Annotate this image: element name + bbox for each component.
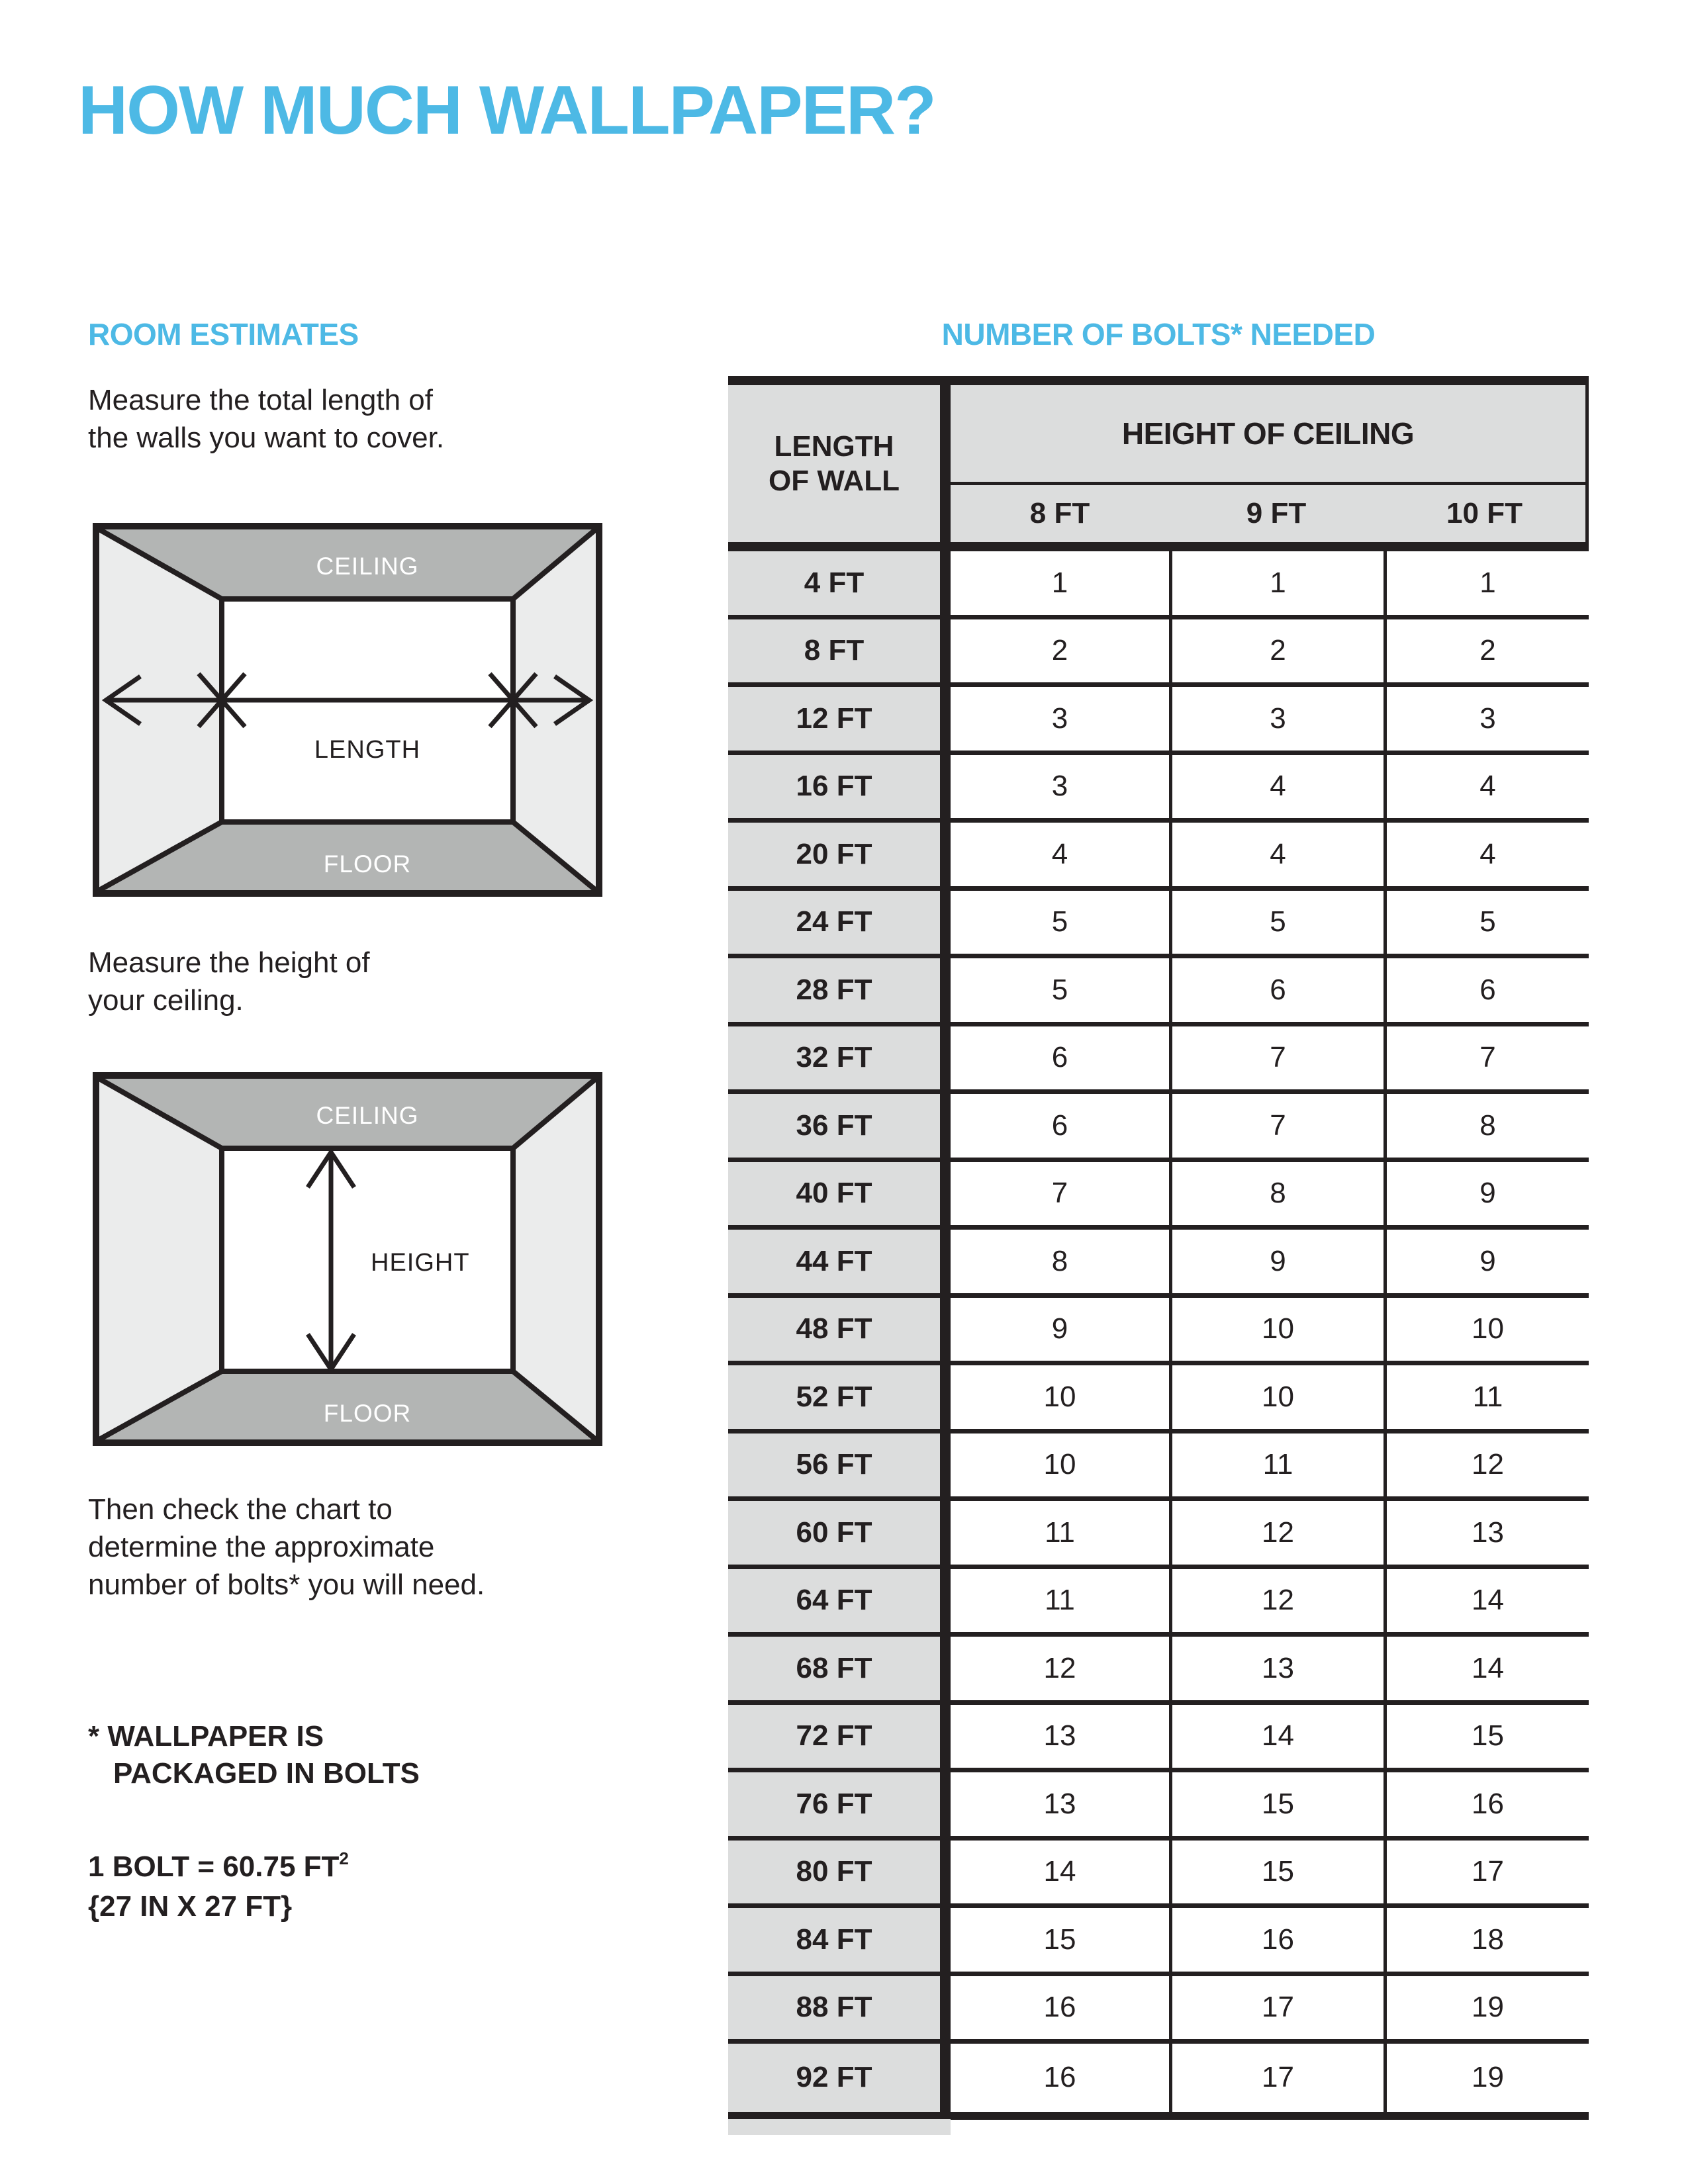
bolt-count-cell: 15 bbox=[1383, 1705, 1589, 1768]
bolt-count-cell: 4 bbox=[1383, 823, 1589, 886]
table-row bbox=[728, 687, 1589, 755]
bolt-count-cell: 19 bbox=[1383, 1976, 1589, 2040]
instruction-step-3-line-3: number of bolts* you will need. bbox=[88, 1569, 485, 1601]
bolt-spec-size-text: 1 BOLT = 60.75 FT bbox=[88, 1850, 340, 1883]
bolt-count-cell: 16 bbox=[951, 2044, 1169, 2112]
bolts-footnote bbox=[88, 1718, 420, 1792]
bolt-count-cell: 10 bbox=[1169, 1298, 1383, 1361]
table-body bbox=[728, 551, 1589, 2120]
bolt-count-cell: 6 bbox=[1169, 958, 1383, 1022]
bolts-footnote-line-2: PACKAGED IN BOLTS bbox=[113, 1757, 420, 1790]
row-length-label: 92 FT bbox=[728, 2044, 940, 2112]
bolt-count-cell: 11 bbox=[1169, 1433, 1383, 1497]
row-length-label: 28 FT bbox=[728, 958, 940, 1022]
table-column-divider bbox=[940, 385, 951, 2119]
table-row bbox=[728, 1230, 1589, 1298]
height-label: HEIGHT bbox=[371, 1249, 470, 1277]
row-length-label: 76 FT bbox=[728, 1772, 940, 1836]
bolt-spec-dimensions: {27 IN X 27 FT} bbox=[88, 1890, 293, 1923]
bolt-count-cell: 9 bbox=[1169, 1230, 1383, 1293]
room-height-diagram bbox=[93, 1072, 602, 1446]
table-heading-number-of-bolts: NUMBER OF BOLTS* NEEDED bbox=[941, 317, 1376, 351]
bolt-count-cell: 12 bbox=[951, 1637, 1169, 1700]
bolt-count-cell: 14 bbox=[1169, 1705, 1383, 1768]
instruction-step-2 bbox=[88, 944, 370, 1019]
bolt-count-cell: 17 bbox=[1383, 1841, 1589, 1904]
row-length-label: 80 FT bbox=[728, 1841, 940, 1904]
bolt-count-cell: 8 bbox=[1383, 1094, 1589, 1158]
row-length-label: 88 FT bbox=[728, 1976, 940, 2040]
bolt-count-cell: 10 bbox=[951, 1365, 1169, 1429]
bolt-count-cell: 14 bbox=[1383, 1569, 1589, 1633]
table-top-bar bbox=[728, 376, 1589, 385]
bolt-count-cell: 11 bbox=[951, 1501, 1169, 1565]
bolt-count-cell: 18 bbox=[1383, 1908, 1589, 1972]
bolt-count-cell: 16 bbox=[951, 1976, 1169, 2040]
bolt-count-cell: 5 bbox=[1383, 891, 1589, 954]
room-length-diagram bbox=[93, 523, 602, 897]
header-length-of-wall-line-2: OF WALL bbox=[769, 464, 900, 497]
bolt-count-cell: 4 bbox=[1169, 755, 1383, 819]
bolt-count-cell: 10 bbox=[1169, 1365, 1383, 1429]
bolt-count-cell: 5 bbox=[951, 891, 1169, 954]
table-row bbox=[728, 2044, 1589, 2120]
bolt-count-cell: 1 bbox=[951, 551, 1169, 615]
bolt-count-cell: 16 bbox=[1383, 1772, 1589, 1836]
instruction-step-3-line-1: Then check the chart to bbox=[88, 1493, 393, 1525]
bolt-count-cell: 12 bbox=[1169, 1569, 1383, 1633]
bolt-spec-size-sup: 2 bbox=[339, 1848, 349, 1868]
table-row bbox=[728, 1026, 1589, 1095]
bolts-footnote-line-1: * WALLPAPER IS bbox=[88, 1720, 324, 1752]
back-wall bbox=[222, 599, 513, 822]
section-heading-room-estimates: ROOM ESTIMATES bbox=[88, 317, 359, 351]
bolt-count-cell: 9 bbox=[1383, 1230, 1589, 1293]
row-length-label: 20 FT bbox=[728, 823, 940, 886]
bolt-count-cell: 3 bbox=[1383, 687, 1589, 751]
row-length-label: 56 FT bbox=[728, 1433, 940, 1497]
bolt-count-cell: 7 bbox=[951, 1162, 1169, 1226]
bolt-count-cell: 14 bbox=[1383, 1637, 1589, 1700]
bolt-count-cell: 15 bbox=[951, 1908, 1169, 1972]
table-row bbox=[728, 1705, 1589, 1773]
table-row bbox=[728, 958, 1589, 1026]
row-length-label: 32 FT bbox=[728, 1026, 940, 1090]
table-row bbox=[728, 1433, 1589, 1502]
row-length-label: 84 FT bbox=[728, 1908, 940, 1972]
table-row bbox=[728, 891, 1589, 959]
bolt-count-cell: 2 bbox=[1169, 619, 1383, 683]
table-row bbox=[728, 1772, 1589, 1841]
table-row bbox=[728, 755, 1589, 823]
instruction-step-1 bbox=[88, 381, 444, 457]
bolt-count-cell: 3 bbox=[1169, 687, 1383, 751]
table-row bbox=[728, 1569, 1589, 1637]
bolt-count-cell: 6 bbox=[951, 1026, 1169, 1090]
row-length-label: 4 FT bbox=[728, 551, 940, 615]
bolt-count-cell: 5 bbox=[951, 958, 1169, 1022]
bolt-spec-size bbox=[88, 1839, 349, 1887]
page-title: HOW MUCH WALLPAPER? bbox=[78, 72, 935, 149]
bolt-count-cell: 1 bbox=[1383, 551, 1589, 615]
table-row bbox=[728, 619, 1589, 688]
bolt-count-cell: 14 bbox=[951, 1841, 1169, 1904]
table-row bbox=[728, 1298, 1589, 1366]
row-length-label: 24 FT bbox=[728, 891, 940, 954]
header-10ft: 10 FT bbox=[1446, 497, 1523, 529]
bolt-count-cell: 8 bbox=[1169, 1162, 1383, 1226]
bolt-count-cell: 4 bbox=[1169, 823, 1383, 886]
bolt-count-cell: 10 bbox=[1383, 1298, 1589, 1361]
bolt-count-cell: 8 bbox=[951, 1230, 1169, 1293]
bolt-count-cell: 7 bbox=[1169, 1094, 1383, 1158]
row-length-label: 60 FT bbox=[728, 1501, 940, 1565]
table-row bbox=[728, 823, 1589, 891]
table-row bbox=[728, 1094, 1589, 1162]
instruction-step-2-line-1: Measure the height of bbox=[88, 946, 370, 979]
floor-label: FLOOR bbox=[323, 850, 412, 878]
header-length-of-wall bbox=[728, 385, 940, 542]
bolt-count-cell: 5 bbox=[1169, 891, 1383, 954]
bolt-count-cell: 2 bbox=[951, 619, 1169, 683]
row-length-label: 52 FT bbox=[728, 1365, 940, 1429]
row-length-label: 36 FT bbox=[728, 1094, 940, 1158]
bolt-count-cell: 13 bbox=[1169, 1637, 1383, 1700]
bolt-count-cell: 11 bbox=[1383, 1365, 1589, 1429]
row-length-label: 68 FT bbox=[728, 1637, 940, 1700]
bolt-count-cell: 12 bbox=[1169, 1501, 1383, 1565]
table-row bbox=[728, 1841, 1589, 1909]
bolt-count-cell: 2 bbox=[1383, 619, 1589, 683]
instruction-step-3 bbox=[88, 1490, 485, 1604]
header-length-of-wall-line-1: LENGTH bbox=[774, 430, 894, 463]
row-length-label: 48 FT bbox=[728, 1298, 940, 1361]
bolt-count-cell: 19 bbox=[1383, 2044, 1589, 2112]
row-length-label: 64 FT bbox=[728, 1569, 940, 1633]
table-row bbox=[728, 1976, 1589, 2044]
row-length-label: 72 FT bbox=[728, 1705, 940, 1768]
bolt-count-cell: 10 bbox=[951, 1433, 1169, 1497]
header-height-of-ceiling: HEIGHT OF CEILING bbox=[1121, 416, 1415, 451]
bolt-count-cell: 7 bbox=[1383, 1026, 1589, 1090]
bolt-count-cell: 11 bbox=[951, 1569, 1169, 1633]
ceiling-label: CEILING bbox=[316, 553, 419, 580]
table-row bbox=[728, 1637, 1589, 1705]
bolt-count-cell: 16 bbox=[1169, 1908, 1383, 1972]
instruction-step-3-line-2: determine the approximate bbox=[88, 1531, 435, 1563]
bolt-count-cell: 4 bbox=[951, 823, 1169, 886]
row-length-label: 8 FT bbox=[728, 619, 940, 683]
row-length-label: 40 FT bbox=[728, 1162, 940, 1226]
table-row bbox=[728, 1162, 1589, 1230]
bolt-count-cell: 15 bbox=[1169, 1841, 1383, 1904]
bolt-count-cell: 4 bbox=[1383, 755, 1589, 819]
table-col1-tail bbox=[728, 2119, 951, 2135]
bolt-count-cell: 6 bbox=[1383, 958, 1589, 1022]
length-label: LENGTH bbox=[314, 736, 421, 764]
bolt-count-cell: 6 bbox=[951, 1094, 1169, 1158]
ceiling-label: CEILING bbox=[316, 1102, 419, 1129]
floor-label: FLOOR bbox=[323, 1400, 412, 1427]
bolt-spec bbox=[88, 1839, 349, 1927]
header-9ft: 9 FT bbox=[1246, 497, 1307, 529]
header-sub-row bbox=[951, 485, 1585, 542]
bolts-table bbox=[728, 376, 1589, 2136]
instruction-step-2-line-2: your ceiling. bbox=[88, 984, 244, 1017]
bolt-count-cell: 9 bbox=[1383, 1162, 1589, 1226]
instruction-step-1-line-2: the walls you want to cover. bbox=[88, 422, 445, 454]
table-row bbox=[728, 1908, 1589, 1976]
table-header bbox=[728, 385, 1589, 551]
bolt-count-cell: 15 bbox=[1169, 1772, 1383, 1836]
bolt-count-cell: 3 bbox=[951, 755, 1169, 819]
bolt-count-cell: 13 bbox=[951, 1772, 1169, 1836]
table-row bbox=[728, 1365, 1589, 1433]
bolt-count-cell: 13 bbox=[1383, 1501, 1589, 1565]
bolt-count-cell: 17 bbox=[1169, 2044, 1383, 2112]
bolt-count-cell: 17 bbox=[1169, 1976, 1383, 2040]
bolt-count-cell: 1 bbox=[1169, 551, 1383, 615]
bolt-count-cell: 9 bbox=[951, 1298, 1169, 1361]
table-row bbox=[728, 1501, 1589, 1569]
instruction-step-1-line-1: Measure the total length of bbox=[88, 384, 433, 416]
header-8ft: 8 FT bbox=[1029, 497, 1090, 529]
row-length-label: 44 FT bbox=[728, 1230, 940, 1293]
bolt-count-cell: 13 bbox=[951, 1705, 1169, 1768]
bolt-count-cell: 3 bbox=[951, 687, 1169, 751]
row-length-label: 16 FT bbox=[728, 755, 940, 819]
table-row bbox=[728, 551, 1589, 619]
bolt-count-cell: 7 bbox=[1169, 1026, 1383, 1090]
row-length-label: 12 FT bbox=[728, 687, 940, 751]
bolt-count-cell: 12 bbox=[1383, 1433, 1589, 1497]
